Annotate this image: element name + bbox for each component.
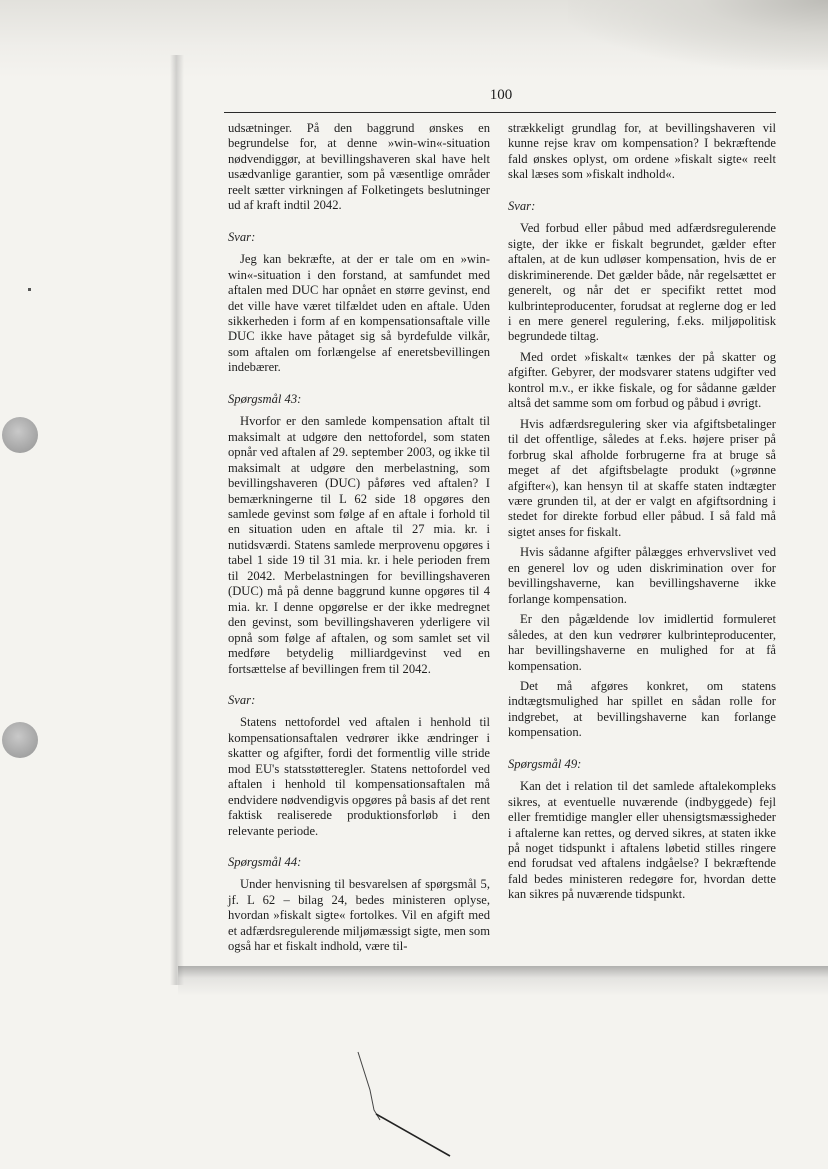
section-heading: Spørgsmål 43: bbox=[228, 391, 302, 406]
right-column bbox=[508, 121, 776, 903]
punch-hole-top bbox=[2, 417, 38, 453]
paragraph: Er den pågældende lov imidlertid formuleret således, at den kun vedrører kulbrinteproducenter, har bevillingshaverne en mulighed for at få kompensation. bbox=[508, 612, 776, 673]
paragraph: Jeg kan bekræfte, at der er tale om en »win-win«-situation i den forstand, at samfundet med aftalen med DUC har opnået en større gevinst, end det ville have været tilfældet uden en aftale. Uden sikkerheden i form af en kompensationsaftale ville DUC ikke have påtaget sig så byrdefulde vilkår, som aftalen om forlængelse af eneretsbevillingen indebærer. bbox=[228, 252, 490, 375]
section-heading: Svar: bbox=[508, 198, 536, 213]
paragraph: Det må afgøres konkret, om statens indtægtsmulighed har spillet en sådan rolle for indgrebet, at bevillingshaverne kan forlange kompensation. bbox=[508, 678, 776, 740]
paragraph: Under henvisning til besvarelsen af spørgsmål 5, jf. L 62 – bilag 24, bedes ministeren oplyse, hvordan »fiskalt sigte« fortolkes. Vil en afgift med et adfærdsregulerende miljømæssigt sigte, men som også har et fiskalt indhold, være til- bbox=[228, 877, 490, 954]
section-heading: Svar: bbox=[228, 692, 256, 707]
punch-hole-bottom bbox=[2, 722, 38, 758]
section-heading: Spørgsmål 44: bbox=[228, 855, 302, 870]
paragraph: Hvis sådanne afgifter pålægges erhvervslivet ved en generel lov og uden diskrimination over for bevillingshaverne, kan bevillingshaverne ikke forlange kompensation. bbox=[508, 545, 776, 606]
header-rule bbox=[224, 112, 776, 113]
left-column bbox=[228, 121, 490, 955]
scan-shadow-bottom-edge bbox=[178, 966, 828, 996]
paragraph: Ved forbud eller påbud med adfærdsregulerende sigte, der ikke er fiskalt begrundet, gælder efter aftalen, at de kun udløser kompensation, hvis de er diskriminerende. Det gælder både, når regelsættet er generelt, og når det er specifikt rettet mod kulbrinteproducenter, forudsat at reglerne dog er led i en mere generel regulering, f.eks. miljøpolitisk begrundede tiltag. bbox=[508, 221, 776, 344]
paragraph: udsætninger. På den baggrund ønskes en begrundelse for, at denne »win-win«-situation nødvendiggør, at bevillingshaveren skal have helt usædvanlige garantier, som på væsentlige områder reelt sætter virkningen af Folketingets beslutninger ud af kraft indtil 2042. bbox=[228, 121, 490, 213]
page-number: 100 bbox=[489, 87, 513, 103]
scan-stray-mark bbox=[330, 1050, 470, 1160]
paragraph: Med ordet »fiskalt« tænkes der på skatter og afgifter. Gebyrer, der modsvarer statens udgifter ved kontrol m.v., er ikke fiskale, og for sådanne gælder altså det samme som om forbud og påbud i øvrigt. bbox=[508, 349, 776, 411]
paragraph: Kan det i relation til det samlede aftalekompleks sikres, at eventuelle nuværende (indbyggede) fejl eller fremtidige mangler eller uhensigtsmæssigheder i aftalerne kan rettes, og derved sikres, at staten ikke på noget tidspunkt i aftalens løbetid stilles ringere end forudsat ved aftalens indgåelse? I bekræftende fald bedes ministeren redegøre for, hvordan dette kan sikres på nuværende tidspunkt. bbox=[508, 779, 776, 902]
paragraph: Hvis adfærdsregulering sker via afgiftsbetalinger til det offentlige, således at f.eks. højere priser på forbrug skal afholde forbrugerne fra at bruge så meget af det afgiftsbelagte produkt (»grønne afgifter«), kan hensyn til at skaffe staten indtægter være grunden til, at der er valgt en afgiftsordning i stedet for direkte forbud eller påbud. I så fald må sigtet anses for fiskalt. bbox=[508, 416, 776, 539]
paragraph: Hvorfor er den samlede kompensation aftalt til maksimalt at udgøre den nettofordel, som staten opnår ved aftalen af 29. september 2003, og ikke til maksimalt at udgøre den merbelastning, som bevillingshaveren (DUC) påføres ved aftalen? I bemærkningerne til L 62 side 18 opgøres den samlede gevinst som følge af en aftale i forhold til en situation uden en aftale til 27 mia. kr. i nutidsværdi. Statens samlede merprovenu opgøres i tabel 1 side 19 til 31 mia. kr. i hele perioden frem til 2042. Merbelastningen for bevillingshaveren (DUC) må på denne baggrund kunne opgøres til 4 mia. kr. I denne opgørelse er der ikke medregnet den gevinst, som bevillingshaveren yderligere vil opnå som følge af aftalen, og som samlet set vil medføre betydelig milliardgevinst ved en fortsættelse af bevillingen frem til 2042. bbox=[228, 414, 490, 676]
paragraph: strækkeligt grundlag for, at bevillingshaveren vil kunne rejse krav om kompensation? I bekræftende fald ønskes oplyst, om ordene »fiskalt sigte« reelt skal læses som »fiskalt indhold«. bbox=[508, 121, 776, 182]
scan-speck bbox=[28, 288, 31, 291]
section-heading: Svar: bbox=[228, 229, 256, 244]
paragraph: Statens nettofordel ved aftalen i henhold til kompensationsaftalen vedrører ikke ændringer i skatter og afgifter, fordi det formentlig ville stride mod EU's statsstøtteregler. Statens nettofordel ved aftalen i henhold til kompensationsaftalen må endvidere nødvendigvis opgøres på basis af det rent faktisk realiserede produktionsforløb i den relevante periode. bbox=[228, 715, 490, 838]
scan-shadow-left-edge bbox=[170, 55, 184, 985]
section-heading: Spørgsmål 49: bbox=[508, 756, 582, 771]
scan-shadow-corner bbox=[568, 0, 828, 70]
